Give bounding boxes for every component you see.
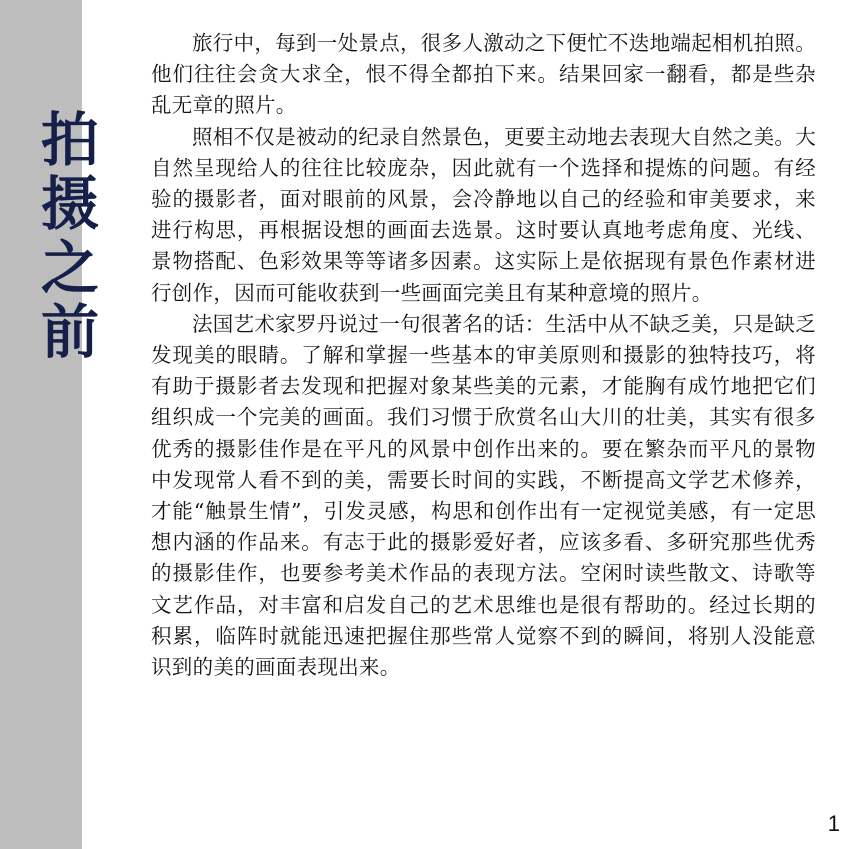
paragraph-3: 法国艺术家罗丹说过一句很著名的话：生活中从不缺乏美，只是缺乏发现美的眼睛。了解和掌握一些基本的审美原则和摄影的独特技巧，将有助于摄影者去发现和把握对象某些美的元素，才能胸有成竹地把它们组织成一个完美的画面。我们习惯于欣赏名山大川的壮美，其实有很多优秀的摄影佳作是在平凡的风景中创作出来的。要在繁杂而平凡的景物中发现常人看不到的美，需要长时间的实践，不断提高文学艺术修养，才能“触景生情”，引发灵感，构思和创作出有一定视觉美感，有一定思想内涵的作品来。有志于此的摄影爱好者，应该多看、多研究那些优秀的摄影佳作，也要参考美术作品的表现方法。空闲时读些散文、诗歌等文艺作品，对丰富和启发自己的艺术思维也是很有帮助的。经过长期的积累，临阵时就能迅速把握住那些常人觉察不到的瞬间，将别人没能意识到的美的画面表现出来。	[151, 311, 816, 680]
paragraph-2: 照相不仅是被动的纪录自然景色，更要主动地去表现大自然之美。大自然呈现给人的往往比较庞杂，因此就有一个选择和提炼的问题。有经验的摄影者，面对眼前的风景，会冷静地以自己的经验和审美要求，来进行构思，再根据设想的画面去选景。这时要认真地考虑角度、光线、景物搭配、色彩效果等等诸多因素。这实际上是依据现有景色作素材进行创作，因而可能收获到一些画面完美且有某种意境的照片。	[151, 124, 816, 305]
title-char-2: 摄	[40, 170, 99, 238]
title-char-1: 拍	[40, 106, 99, 174]
article-body	[151, 28, 816, 683]
title-char-3: 之	[40, 234, 99, 302]
page-number: 1	[827, 811, 840, 836]
title-char-4: 前	[40, 298, 99, 366]
vertical-title	[30, 108, 110, 364]
paragraph-1: 旅行中，每到一处景点，很多人激动之下便忙不迭地端起相机拍照。他们往往会贪大求全，恨不得全都拍下来。结果回家一翻看，都是些杂乱无章的照片。	[151, 31, 816, 118]
